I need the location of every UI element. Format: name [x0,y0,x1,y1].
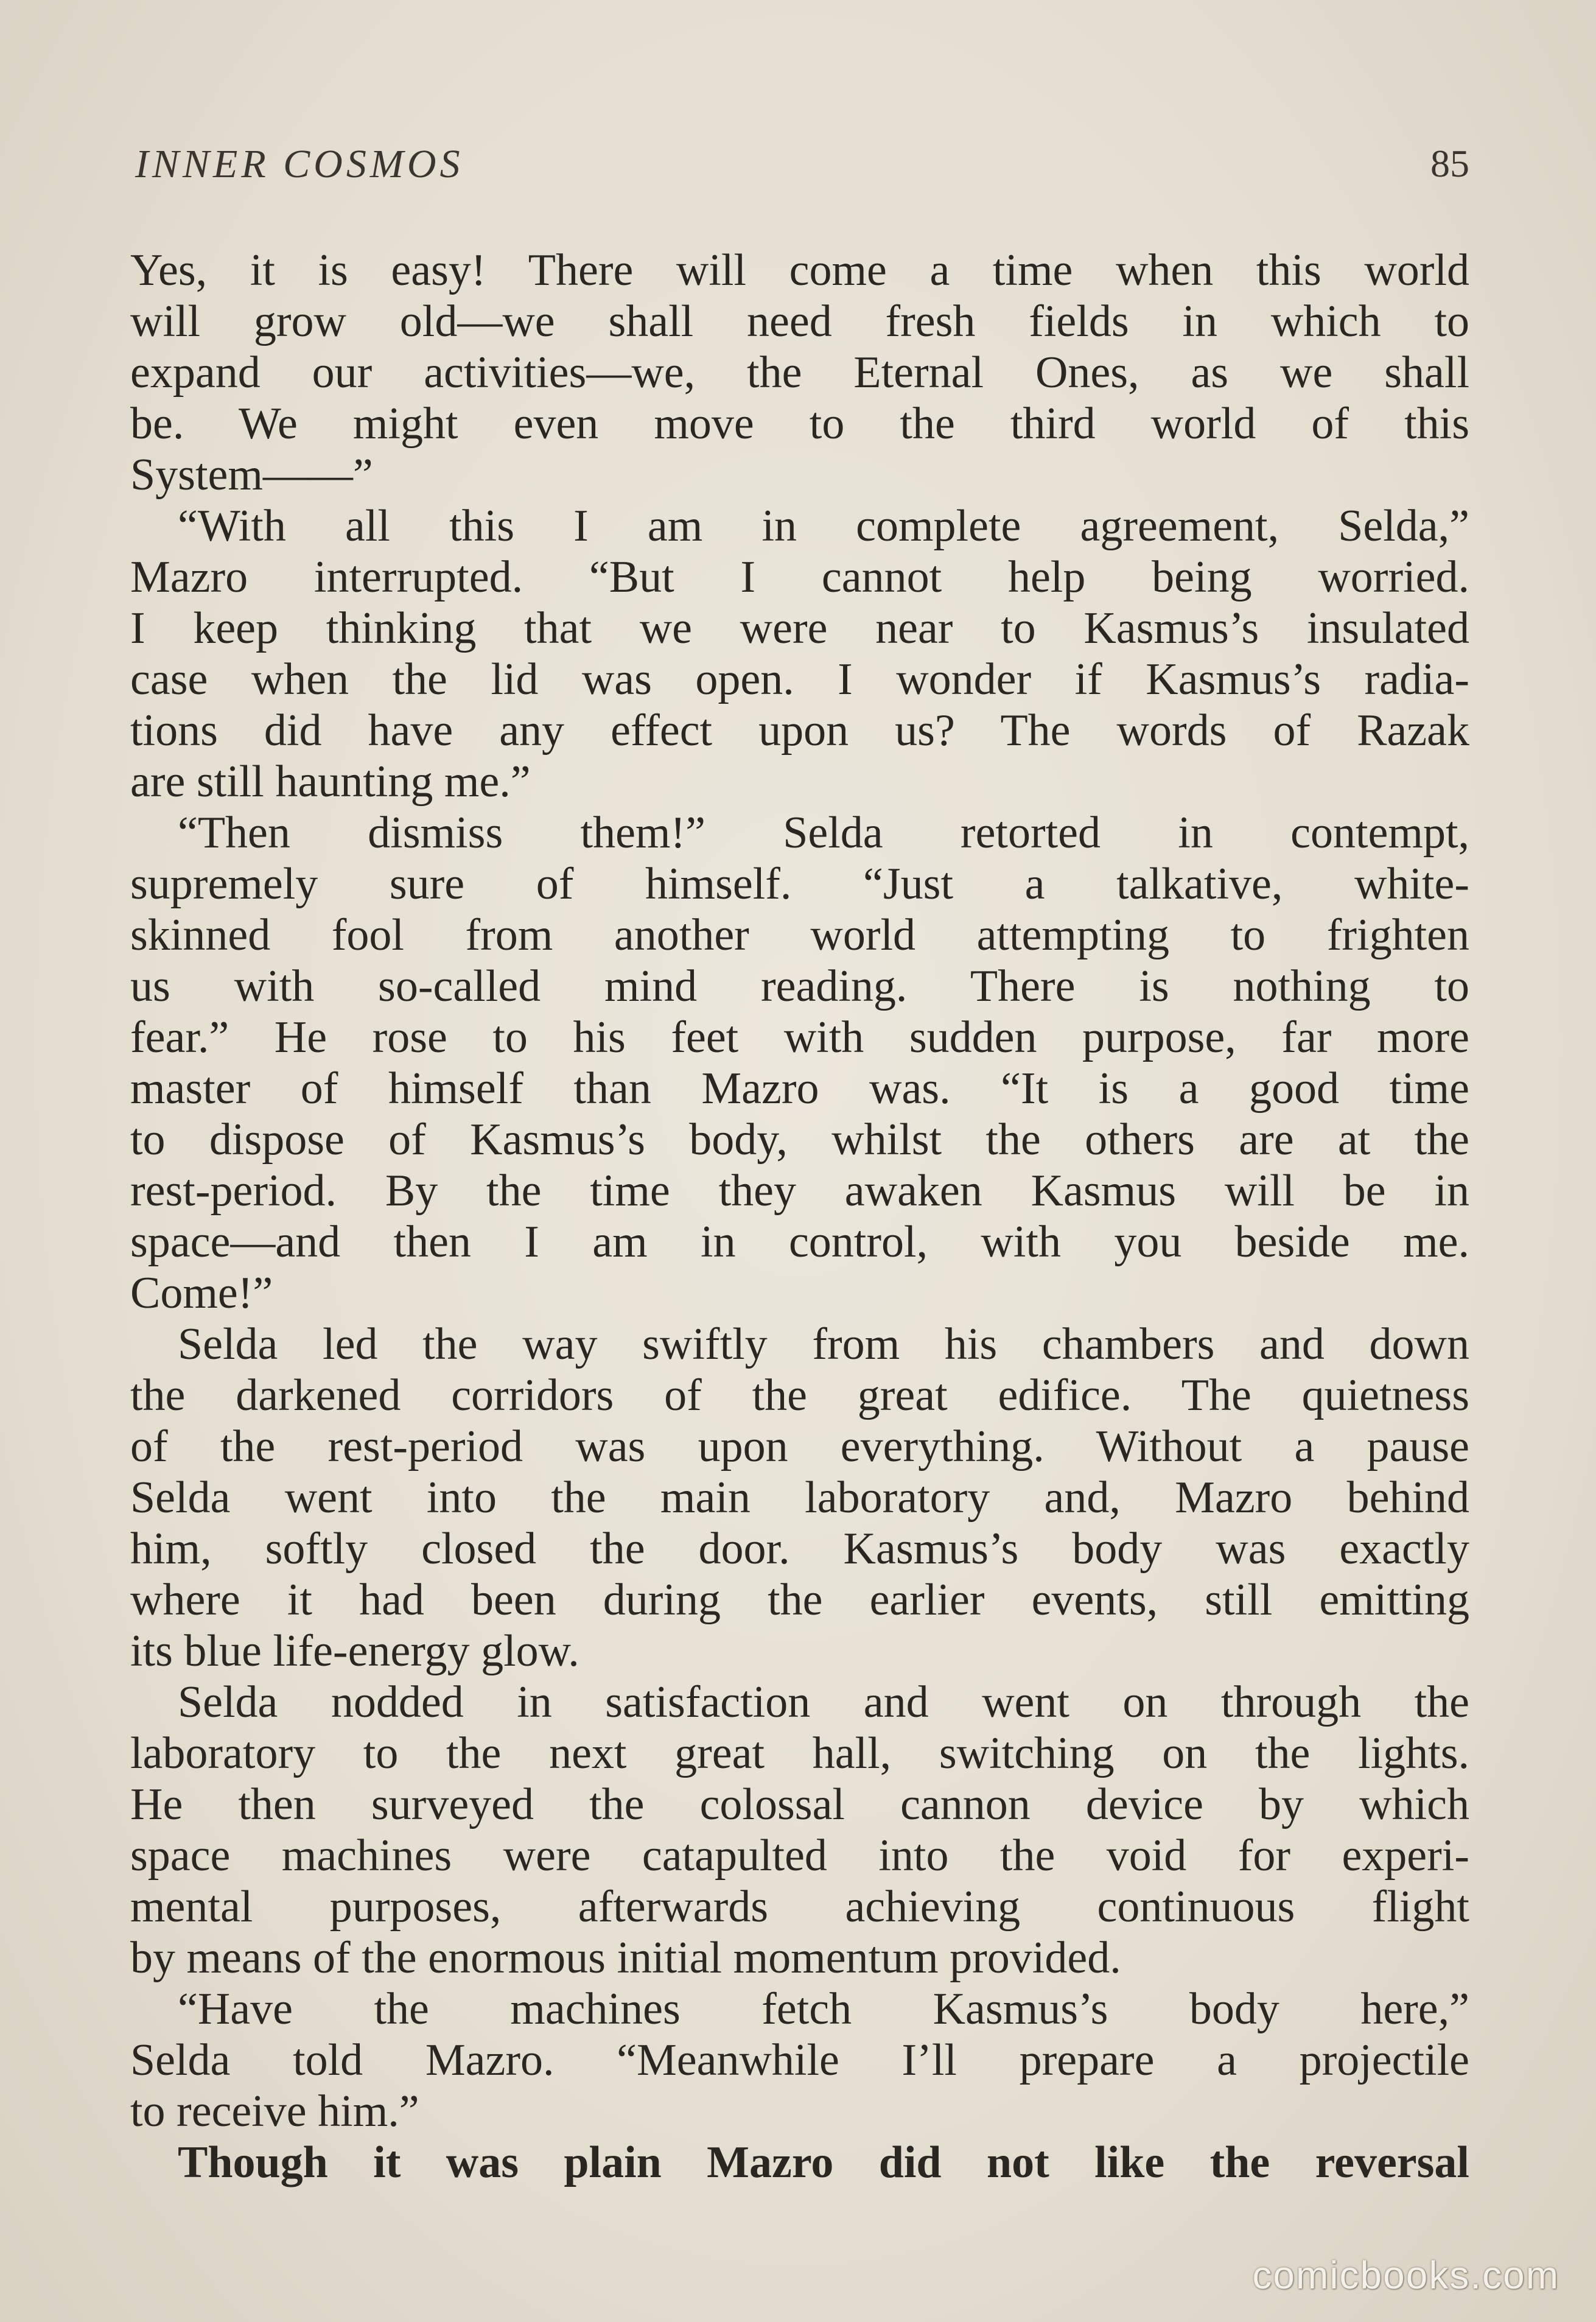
running-head: INNER COSMOS [135,142,464,186]
text-line: supremely sure of himself. “Just a talkative, white- [130,859,1469,909]
text-line: by means of the enormous initial momentum provided. [130,1933,1121,1983]
text-line: fear.” He rose to his feet with sudden purpose, far more [130,1012,1469,1062]
text-line: Mazro interrupted. “But I cannot help being worried. [130,552,1469,602]
text-line: are still haunting me.” [130,757,531,807]
text-line: Selda led the way swiftly from his chambers and down [178,1319,1469,1369]
text-line: master of himself than Mazro was. “It is a good time [130,1064,1469,1114]
text-line: be. We might even move to the third world of this [130,399,1469,449]
text-line: Come!” [130,1268,273,1318]
text-line: space—and then I am in control, with you beside me. [130,1217,1469,1267]
text-line: to receive him.” [130,2086,419,2136]
text-line: skinned fool from another world attempting to frighten [130,910,1469,960]
text-line: Selda told Mazro. “Meanwhile I’ll prepare a projectile [130,2035,1469,2085]
text-line: Selda nodded in satisfaction and went on through the [178,1677,1469,1727]
text-line: where it had been during the earlier events, still emitting [130,1575,1469,1625]
text-line: “Have the machines fetch Kasmus’s body here,” [178,1984,1469,2034]
text-line: its blue life-energy glow. [130,1626,579,1676]
text-line: to dispose of Kasmus’s body, whilst the others are at the [130,1115,1469,1165]
text-line: I keep thinking that we were near to Kasmus’s insulated [130,603,1469,653]
text-line: us with so-called mind reading. There is nothing to [130,961,1469,1011]
body-text [130,245,1469,2188]
text-line: space machines were catapulted into the void for experi- [130,1831,1469,1881]
text-line: Though it was plain Mazro did not like the reversal [178,2138,1469,2187]
text-line: laboratory to the next great hall, switching on the lights. [130,1728,1469,1778]
text-line: tions did have any effect upon us? The words of Razak [130,706,1469,756]
text-line: of the rest-period was upon everything. Without a pause [130,1422,1469,1471]
text-line: He then surveyed the colossal cannon device by which [130,1780,1469,1829]
text-line: case when the lid was open. I wonder if Kasmus’s radia- [130,654,1469,704]
text-line: expand our activities—we, the Eternal Ones, as we shall [130,348,1469,398]
text-line: rest-period. By the time they awaken Kasmus will be in [130,1166,1469,1216]
page-header [135,141,1469,196]
page-number: 85 [1430,142,1469,185]
text-line: Selda went into the main laboratory and, Mazro behind [130,1473,1469,1523]
text-line: will grow old—we shall need fresh fields in which to [130,296,1469,346]
text-line: Yes, it is easy! There will come a time when this world [130,245,1469,295]
text-line: “With all this I am in complete agreement, Selda,” [178,501,1469,551]
text-line: mental purposes, afterwards achieving continuous flight [130,1882,1469,1932]
text-line: System——” [130,450,373,500]
text-line: “Then dismiss them!” Selda retorted in contempt, [178,808,1469,858]
watermark: comicbooks.com [1252,2253,1559,2297]
text-line: the darkened corridors of the great edifice. The quietness [130,1370,1469,1420]
text-line: him, softly closed the door. Kasmus’s body was exactly [130,1524,1469,1574]
